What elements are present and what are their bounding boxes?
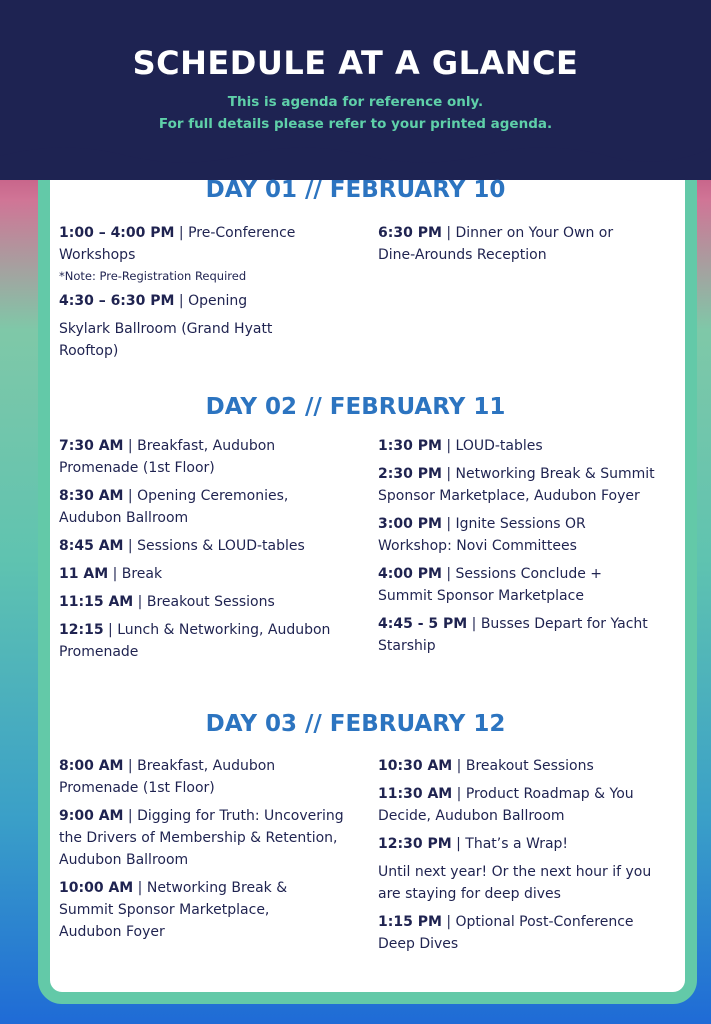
venue-text: Skylark Ballroom (Grand Hyatt Rooftop)	[59, 321, 273, 359]
schedule-entry: 1:15 PM | Optional Post-Conference Deep Dives	[378, 914, 634, 952]
schedule-entry: 4:30 – 6:30 PM | Opening	[59, 293, 248, 309]
schedule-entry: 10:30 AM | Breakout Sessions	[378, 758, 594, 774]
schedule-entry: 9:00 AM | Digging for Truth: Uncovering the Drivers of Membership & Retention, Audubon Ballroom	[59, 808, 344, 868]
day-3-left-column	[59, 755, 359, 949]
day-2-heading: DAY 02 // FEBRUARY 11	[205, 394, 506, 420]
schedule-entry: 12:30 PM | That’s a Wrap!	[378, 836, 569, 852]
schedule-entry: 6:30 PM | Dinner on Your Own or Dine-Arounds Reception	[378, 225, 614, 263]
schedule-entry: 11 AM | Break	[59, 566, 163, 582]
page-title: SCHEDULE AT A GLANCE	[132, 44, 579, 82]
day-1-left-column	[59, 222, 359, 368]
schedule-entry: 11:15 AM | Breakout Sessions	[59, 594, 275, 610]
schedule-entry: 8:00 AM | Breakfast, Audubon Promenade (1st Floor)	[59, 758, 276, 796]
schedule-entry: 3:00 PM | Ignite Sessions OR Workshop: Novi Committees	[378, 516, 586, 554]
subtitle-line-1: This is agenda for reference only.	[227, 94, 484, 110]
subtitle-line-2: For full details please refer to your printed agenda.	[158, 116, 553, 132]
day-3-heading: DAY 03 // FEBRUARY 12	[205, 711, 506, 737]
day-1-right-column	[378, 222, 678, 272]
day-1-heading: DAY 01 // FEBRUARY 10	[205, 177, 506, 203]
schedule-entry: 8:30 AM | Opening Ceremonies, Audubon Ballroom	[59, 488, 289, 526]
schedule-entry: 1:30 PM | LOUD-tables	[378, 438, 543, 454]
day-3-right-column	[378, 755, 678, 961]
day-2-right-column	[378, 435, 678, 663]
day-2-left-column	[59, 435, 359, 669]
registration-note: *Note: Pre-Registration Required	[59, 269, 247, 283]
schedule-entry: 8:45 AM | Sessions & LOUD-tables	[59, 538, 305, 554]
schedule-entry: 10:00 AM | Networking Break & Summit Sponsor Marketplace, Audubon Foyer	[59, 880, 288, 940]
schedule-entry: 4:00 PM | Sessions Conclude + Summit Sponsor Marketplace	[378, 566, 603, 604]
schedule-entry: 4:45 - 5 PM | Busses Depart for Yacht Starship	[378, 616, 648, 654]
closing-text: Until next year! Or the next hour if you are staying for deep dives	[378, 864, 652, 902]
schedule-entry: 11:30 AM | Product Roadmap & You Decide, Audubon Ballroom	[378, 786, 634, 824]
schedule-entry: 2:30 PM | Networking Break & Summit Sponsor Marketplace, Audubon Foyer	[378, 466, 655, 504]
schedule-entry: 1:00 – 4:00 PM | Pre-Conference Workshops	[59, 225, 296, 263]
schedule-entry: 7:30 AM | Breakfast, Audubon Promenade (1st Floor)	[59, 438, 276, 476]
schedule-entry: 12:15 | Lunch & Networking, Audubon Promenade	[59, 622, 331, 660]
